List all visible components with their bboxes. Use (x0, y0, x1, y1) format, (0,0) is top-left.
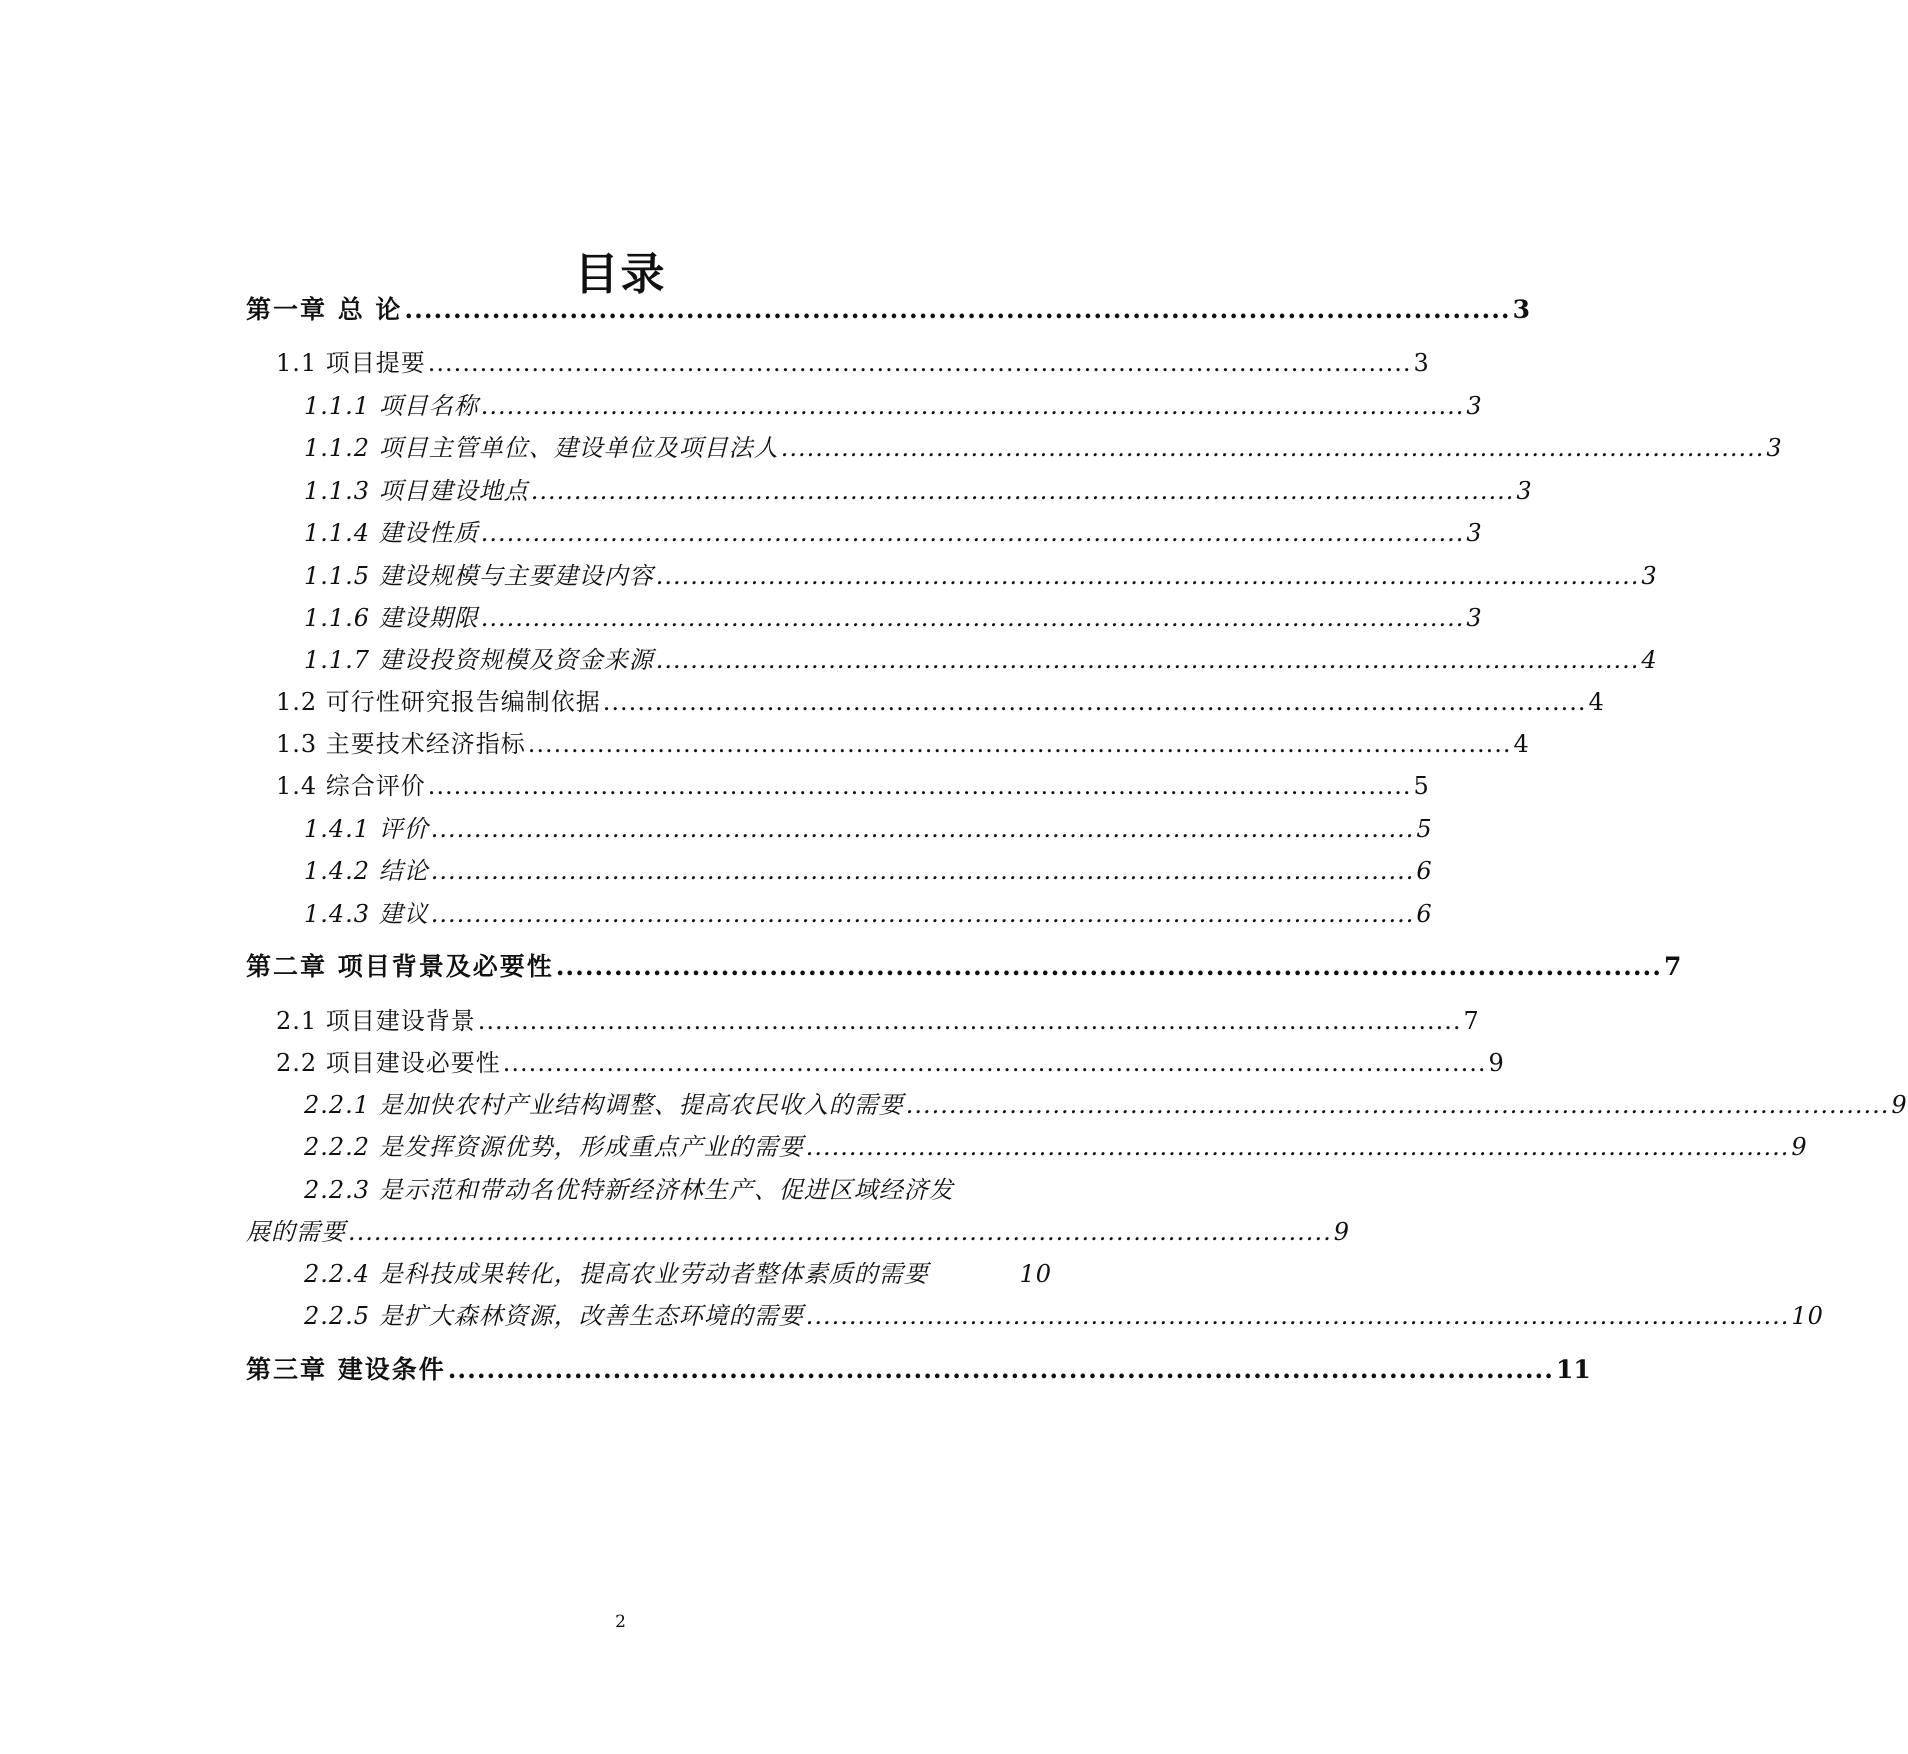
toc-leader-dots: .................................................................................................................. (430, 815, 1415, 843)
toc-leader-dots: .................................................................................................................. (555, 952, 1662, 981)
toc-entry-label: 1.1.5 建设规模与主要建设内容 (304, 562, 654, 590)
toc-entry-1-4[interactable] (246, 766, 1430, 801)
toc-entry-label: 2.2.5 是扩大森林资源，改善生态环境的需要 (304, 1302, 804, 1330)
toc-leader-dots: .................................................................................................................. (655, 646, 1640, 674)
toc-leader-dots: .................................................................................................................. (530, 477, 1515, 505)
toc-leader-dots: .................................................................................................................. (905, 1091, 1890, 1119)
toc-entry-label: 1.3 主要技术经济指标 (276, 730, 526, 758)
toc-entry-chapter-3[interactable] (246, 1350, 1591, 1386)
toc-entry-2-2-3-line2[interactable] (246, 1212, 1350, 1247)
toc-page-number: 9 (1333, 1218, 1350, 1246)
toc-entry-label: 1.1.4 建设性质 (304, 519, 479, 547)
page-footer-number: 2 (615, 1612, 626, 1632)
toc-entry-1-4-3[interactable] (246, 894, 1433, 929)
toc-entry-1-4-1[interactable] (246, 809, 1433, 844)
toc-page-number: 4 (1588, 688, 1605, 716)
toc-entry-label: 1.1.7 建设投资规模及资金来源 (304, 646, 654, 674)
toc-leader-dots: .................................................................................................................. (447, 1355, 1554, 1384)
toc-entry-label: 第一章 总 论 (246, 295, 403, 324)
toc-entry-label-continued: 展的需要 (246, 1218, 346, 1246)
toc-leader-dots: .................................................................................................................. (480, 392, 1465, 420)
toc-page-number: 6 (1416, 857, 1433, 885)
toc-leader-dots: .................................................................................................................. (805, 1133, 1790, 1161)
toc-entry-chapter-1[interactable] (246, 290, 1531, 326)
toc-leader-dots: .................................................................................................................. (427, 349, 1412, 377)
toc-page-number: 9 (1791, 1133, 1808, 1161)
toc-entry-1-1-4[interactable] (246, 513, 1483, 548)
toc-page-number: 5 (1416, 815, 1433, 843)
toc-entry-label: 第三章 建设条件 (246, 1355, 446, 1384)
toc-entry-1-4-2[interactable] (246, 851, 1433, 886)
toc-leader-dots: .................................................................................................................. (780, 434, 1765, 462)
toc-entry-1-1-7[interactable] (246, 640, 1658, 675)
toc-entry-label: 2.2.1 是加快农村产业结构调整、提高农民收入的需要 (304, 1091, 904, 1119)
toc-page-number: 7 (1663, 952, 1682, 981)
toc-page-number: 3 (1466, 392, 1483, 420)
toc-leader-dots: .................................................................................................................. (480, 519, 1465, 547)
toc-leader-dots: .................................................................................................................. (427, 772, 1412, 800)
toc-entry-1-1-5[interactable] (246, 556, 1658, 591)
toc-entry-2-2[interactable] (246, 1043, 1505, 1078)
toc-entry-chapter-2[interactable] (246, 947, 1682, 983)
toc-page-number: 6 (1416, 900, 1433, 928)
toc-entry-label: 1.4.1 评价 (304, 815, 429, 843)
toc-entry-label: 2.2.4 是科技成果转化，提高农业劳动者整体素质的需要 (304, 1260, 929, 1288)
toc-entry-2-1[interactable] (246, 1001, 1480, 1036)
toc-leader-dots: .................................................................................................................. (404, 295, 1511, 324)
toc-page-number: 10 (1791, 1302, 1824, 1330)
toc-leader-dots: .................................................................................................................. (602, 688, 1587, 716)
toc-entry-1-2[interactable] (246, 682, 1605, 717)
toc-entry-label: 1.1.1 项目名称 (304, 392, 479, 420)
toc-page-number: 3 (1641, 562, 1658, 590)
toc-entry-label: 1.2 可行性研究报告编制依据 (276, 688, 601, 716)
toc-leader-dots: .................................................................................................................. (348, 1218, 1332, 1246)
toc-entry-1-1-2[interactable] (246, 428, 1783, 463)
toc-entry-label: 第二章 项目背景及必要性 (246, 952, 554, 981)
toc-entry-label: 2.1 项目建设背景 (276, 1007, 476, 1035)
toc-entry-label: 2.2 项目建设必要性 (276, 1049, 501, 1077)
toc-entry-1-1-3[interactable] (246, 471, 1533, 506)
toc-leader-dots: .................................................................................................................. (805, 1302, 1790, 1330)
toc-leader-dots: .................................................................................................................. (430, 900, 1415, 928)
toc-page-number: 3 (1466, 604, 1483, 632)
toc-entry-1-1-1[interactable] (246, 386, 1483, 421)
toc-leader-dots: .................................................................................................................. (480, 604, 1465, 632)
toc-entry-label: 1.4.3 建议 (304, 900, 429, 928)
toc-entry-2-2-2[interactable] (246, 1127, 1808, 1162)
toc-page-number: 10 (1019, 1260, 1052, 1288)
toc-page-number: 5 (1413, 772, 1430, 800)
toc-entry-label: 1.4.2 结论 (304, 857, 429, 885)
toc-leader-dots: .................................................................................................................. (502, 1049, 1487, 1077)
toc-page-number: 3 (1516, 477, 1533, 505)
toc-entry-1-1[interactable] (246, 343, 1430, 378)
toc-entry-2-2-1[interactable] (246, 1085, 1908, 1120)
toc-page-number: 4 (1513, 730, 1530, 758)
toc-entry-label: 2.2.2 是发挥资源优势，形成重点产业的需要 (304, 1133, 804, 1161)
toc-entry-2-2-3-line1[interactable] (246, 1170, 1052, 1205)
toc-leader-dots: .................................................................................................................. (477, 1007, 1462, 1035)
toc-entry-label: 1.4 综合评价 (276, 772, 426, 800)
toc-leader-dots: .................................................................................................................. (655, 562, 1640, 590)
toc-page-number: 9 (1891, 1091, 1908, 1119)
toc-entry-label: 2.2.3 是示范和带动名优特新经济林生产、促进区域经济发 (304, 1176, 954, 1204)
toc-entry-label: 1.1.3 项目建设地点 (304, 477, 529, 505)
toc-leader-dots: .................................................................................................................. (430, 857, 1415, 885)
page-title: 目录 (574, 249, 667, 300)
toc-page-number: 4 (1641, 646, 1658, 674)
toc-page-number: 3 (1512, 295, 1531, 324)
toc-page-number: 3 (1466, 519, 1483, 547)
toc-entry-label: 1.1.2 项目主管单位、建设单位及项目法人 (304, 434, 779, 462)
toc-page-number: 3 (1766, 434, 1783, 462)
toc-leader-dots: .................................................................................................................. (527, 730, 1512, 758)
toc-entry-1-1-6[interactable] (246, 598, 1483, 633)
toc-page-number: 11 (1555, 1355, 1591, 1384)
toc-entry-2-2-4[interactable] (246, 1254, 1052, 1289)
toc-entry-2-2-5[interactable] (246, 1296, 1824, 1331)
toc-page-number: 3 (1413, 349, 1430, 377)
toc-entry-1-3[interactable] (246, 724, 1530, 759)
toc-page-number: 7 (1463, 1007, 1480, 1035)
toc-entry-label: 1.1.6 建设期限 (304, 604, 479, 632)
toc-page-number: 9 (1488, 1049, 1505, 1077)
toc-entry-label: 1.1 项目提要 (276, 349, 426, 377)
